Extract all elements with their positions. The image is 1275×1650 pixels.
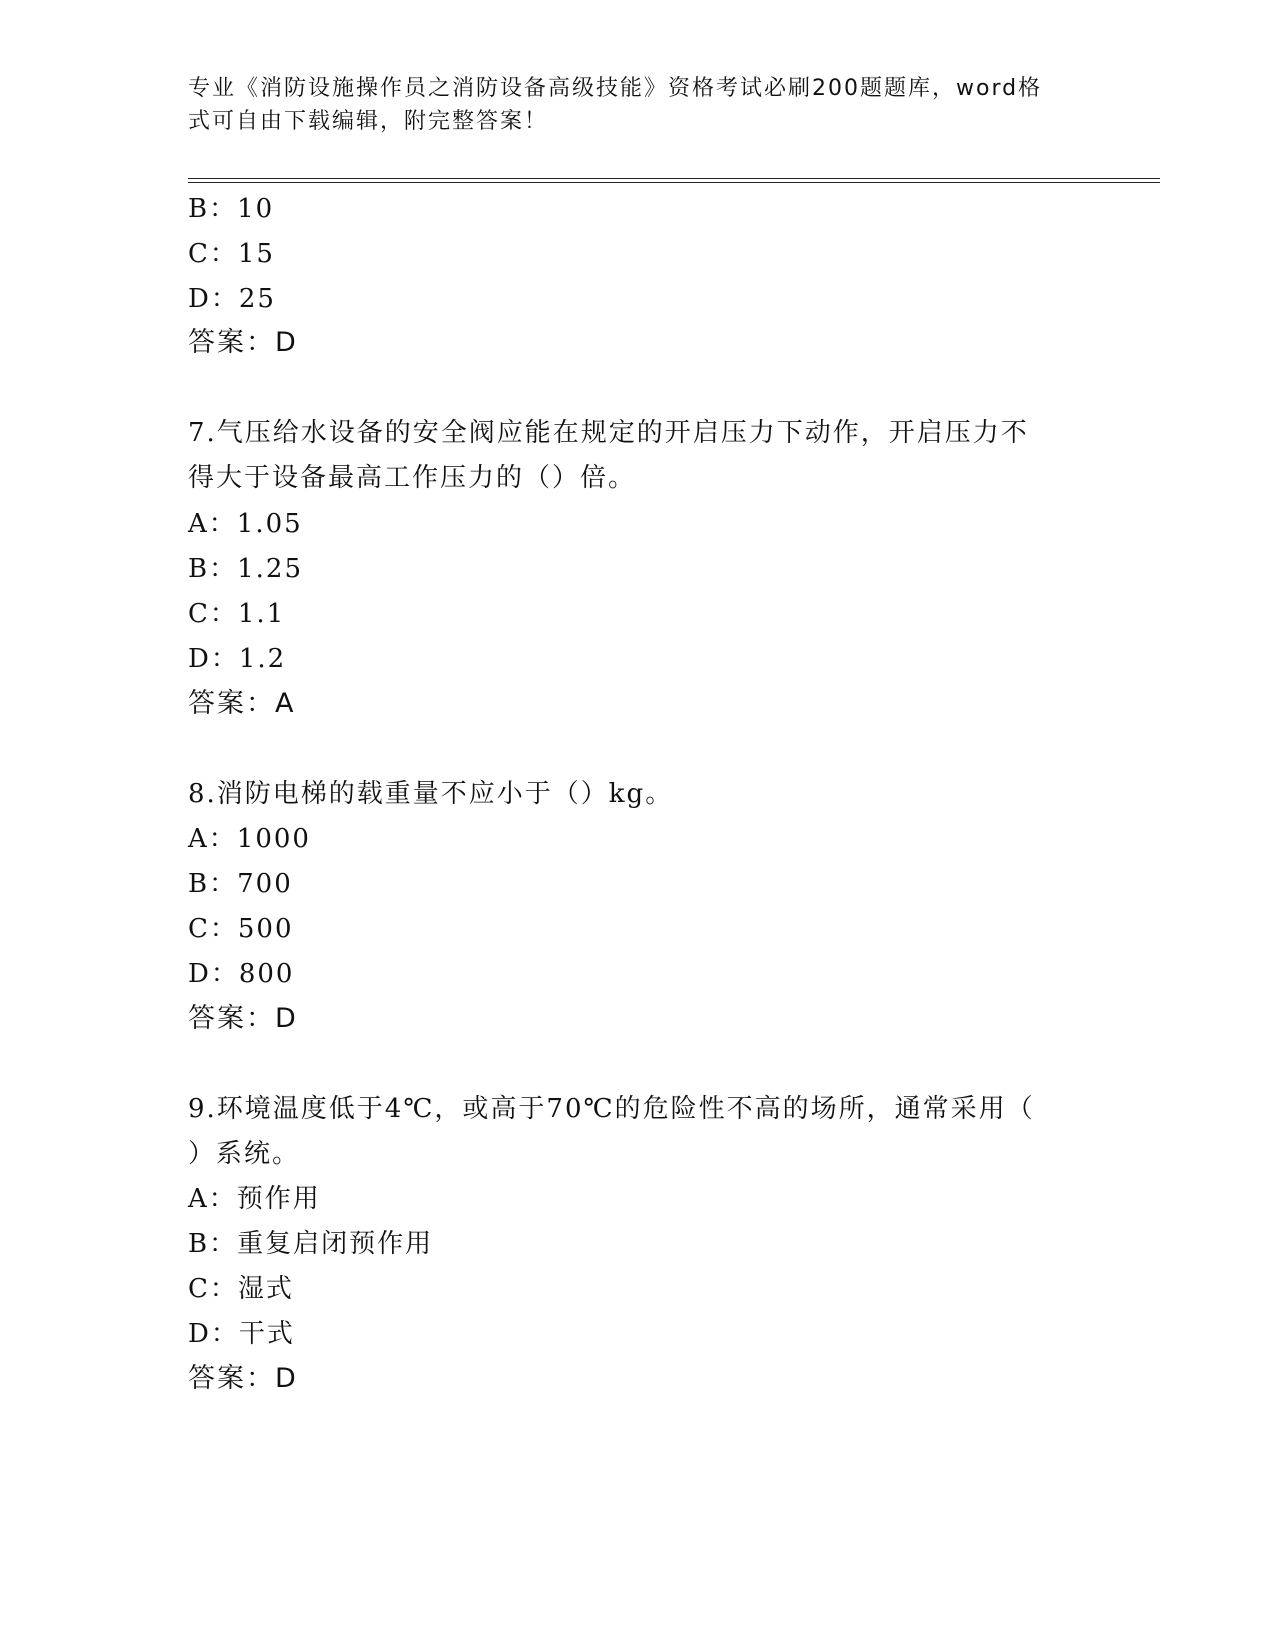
option-b: B：重复启闭预作用 — [188, 1229, 434, 1259]
question-7-stem: 7.气压给水设备的安全阀应能在规定的开启压力下动作，开启压力不 — [188, 418, 1029, 448]
question-8-stem: 8.消防电梯的载重量不应小于（）kg。 — [188, 779, 674, 809]
header-line-1: 专业《消防设施操作员之消防设备高级技能》资格考试必刷200题题库，word格 — [188, 76, 1043, 101]
option-c: C：15 — [188, 239, 275, 269]
header-divider — [188, 178, 1160, 179]
question-9-stem: 9.环境温度低于4℃，或高于70℃的危险性不高的场所，通常采用（ — [188, 1094, 1035, 1124]
option-c: C：湿式 — [188, 1274, 294, 1304]
answer-line: 答案：A — [188, 688, 296, 719]
option-d: D：干式 — [188, 1319, 295, 1349]
option-c: C：1.1 — [188, 599, 286, 629]
answer-line: 答案：D — [188, 1003, 298, 1034]
option-a: A：1.05 — [188, 509, 303, 539]
option-a: A：1000 — [188, 824, 311, 854]
option-d: D：1.2 — [188, 644, 287, 674]
option-d: D：800 — [188, 959, 295, 989]
option-b: B：10 — [188, 194, 275, 224]
answer-line: 答案：D — [188, 327, 298, 358]
option-c: C：500 — [188, 914, 294, 944]
option-a: A：预作用 — [188, 1184, 321, 1214]
header-line-2: 式可自由下载编辑，附完整答案！ — [188, 109, 549, 134]
answer-line: 答案：D — [188, 1363, 298, 1394]
question-9-stem-cont: ）系统。 — [188, 1139, 301, 1169]
question-7-stem-cont: 得大于设备最高工作压力的（）倍。 — [188, 463, 637, 493]
option-b: B：700 — [188, 869, 293, 899]
header-divider-second — [188, 182, 1160, 183]
option-b: B：1.25 — [188, 554, 303, 584]
document-header — [188, 72, 1068, 138]
option-d: D：25 — [188, 284, 276, 314]
